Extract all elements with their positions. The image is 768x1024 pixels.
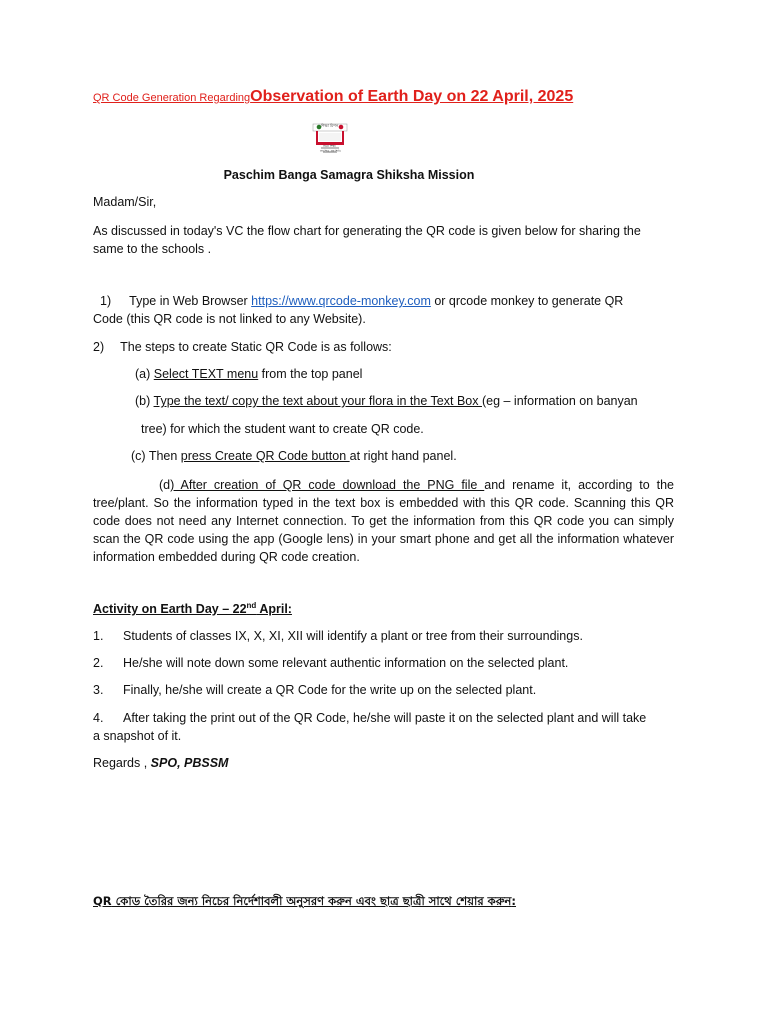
bengali-heading-prefix: QR [93, 894, 112, 908]
activity-item-number: 1. [93, 629, 104, 643]
bengali-heading [93, 893, 693, 912]
substep-b-line2: tree) for which the student want to create QR code. [141, 422, 424, 436]
substep-b-rest: (eg – information on banyan [481, 394, 638, 408]
activity-heading-pre: Activity on Earth Day – 22 [93, 602, 247, 617]
logo-sub-line2: সব শিখ, সব শিখি [320, 149, 341, 153]
activity-item-line2: a snapshot of it. [93, 729, 182, 743]
substep-b-underlined: Type the text/ copy the text about your flora in the Text Box [153, 394, 482, 408]
activity-heading-sup: nd [246, 601, 257, 610]
substep-a-underlined: Select TEXT menu [153, 367, 259, 381]
activity-item [93, 656, 568, 670]
organization-name: Paschim Banga Samagra Shiksha Mission [223, 168, 475, 182]
substep-d [93, 476, 674, 566]
activity-item-text: Finally, he/she will create a QR Code for the write up on the selected plant. [123, 683, 537, 697]
mission-logo [311, 121, 349, 157]
activity-item [93, 629, 583, 643]
activity-item-text: Students of classes IX, X, XI, XII will identify a plant or tree from their surroundings. [123, 629, 583, 643]
salutation: Madam/Sir, [93, 195, 157, 209]
step-1 [100, 294, 623, 308]
step-2 [93, 340, 392, 354]
activity-heading-post: April: [256, 602, 292, 617]
qrcode-monkey-link[interactable]: https://www.qrcode-monkey.com [251, 294, 431, 308]
step-2-text: The steps to create Static QR Code is as follows: [120, 340, 392, 354]
substep-c-label: (c) Then [131, 449, 181, 463]
substep-d-underlined: ) After creation of QR code download the PNG file [170, 478, 485, 492]
logo-top-text: শিক্ষা মিশন [321, 123, 339, 128]
step-1-text: Type in Web Browser [129, 294, 252, 308]
activity-item [93, 711, 646, 725]
substep-c [131, 449, 457, 463]
activity-item-number: 2. [93, 656, 104, 670]
document-title [93, 88, 693, 106]
substep-b-label: (b) [135, 394, 154, 408]
bengali-heading-text: কোড তৈরির জন্য নিচের নির্দেশাবলী অনুসরণ করুন এবং ছাত্র ছাত্রী সাথে শেয়ার করুন [111, 894, 512, 908]
substep-d-rest: and rename it, according to the tree/plant. So the information typed in the text box is embedded with this QR code. Scanning this QR code does not need any Internet connection. To get the information from this QR code you can simply scan the QR code using the app (Google lens) in your smart phone and get all the information whatever information embedded during QR code creation. [93, 478, 675, 564]
title-main: Observation of Earth Day on 22 April, 2025 [250, 88, 574, 105]
activity-item-number: 3. [93, 683, 104, 697]
substep-a-label: (a) [135, 367, 154, 381]
substep-b [135, 394, 638, 408]
activity-item-number: 4. [93, 711, 104, 725]
intro-paragraph: As discussed in today's VC the flow chart for generating the QR code is given below for sharing the same to the schools . [93, 224, 641, 256]
substep-c-underlined: press Create QR Code button [180, 449, 350, 463]
activity-heading [93, 601, 292, 616]
regards-signature: SPO, PBSSM [150, 756, 229, 770]
activity-item-text: He/she will note down some relevant authentic information on the selected plant. [123, 656, 569, 670]
step-1-text-after: or qrcode monkey to generate QR [430, 294, 624, 308]
activity-item [93, 683, 536, 697]
logo-sub-line1: সমগ্র শিক্ষা [323, 144, 336, 148]
substep-a-rest: from the top panel [258, 367, 363, 381]
regards-text: Regards , [93, 756, 151, 770]
substep-d-label: (d [159, 478, 171, 492]
title-prefix: QR Code Generation Regarding [93, 92, 251, 104]
regards [93, 756, 228, 770]
step-1-line2: Code (this QR code is not linked to any Website). [93, 312, 366, 326]
step-1-number: 1) [100, 294, 112, 308]
substep-c-rest: at right hand panel. [349, 449, 457, 463]
substep-a [135, 367, 362, 381]
activity-item-text: After taking the print out of the QR Code, he/she will paste it on the selected plant and will take [123, 711, 647, 725]
bengali-heading-colon: : [511, 894, 517, 908]
step-2-number: 2) [93, 340, 105, 354]
